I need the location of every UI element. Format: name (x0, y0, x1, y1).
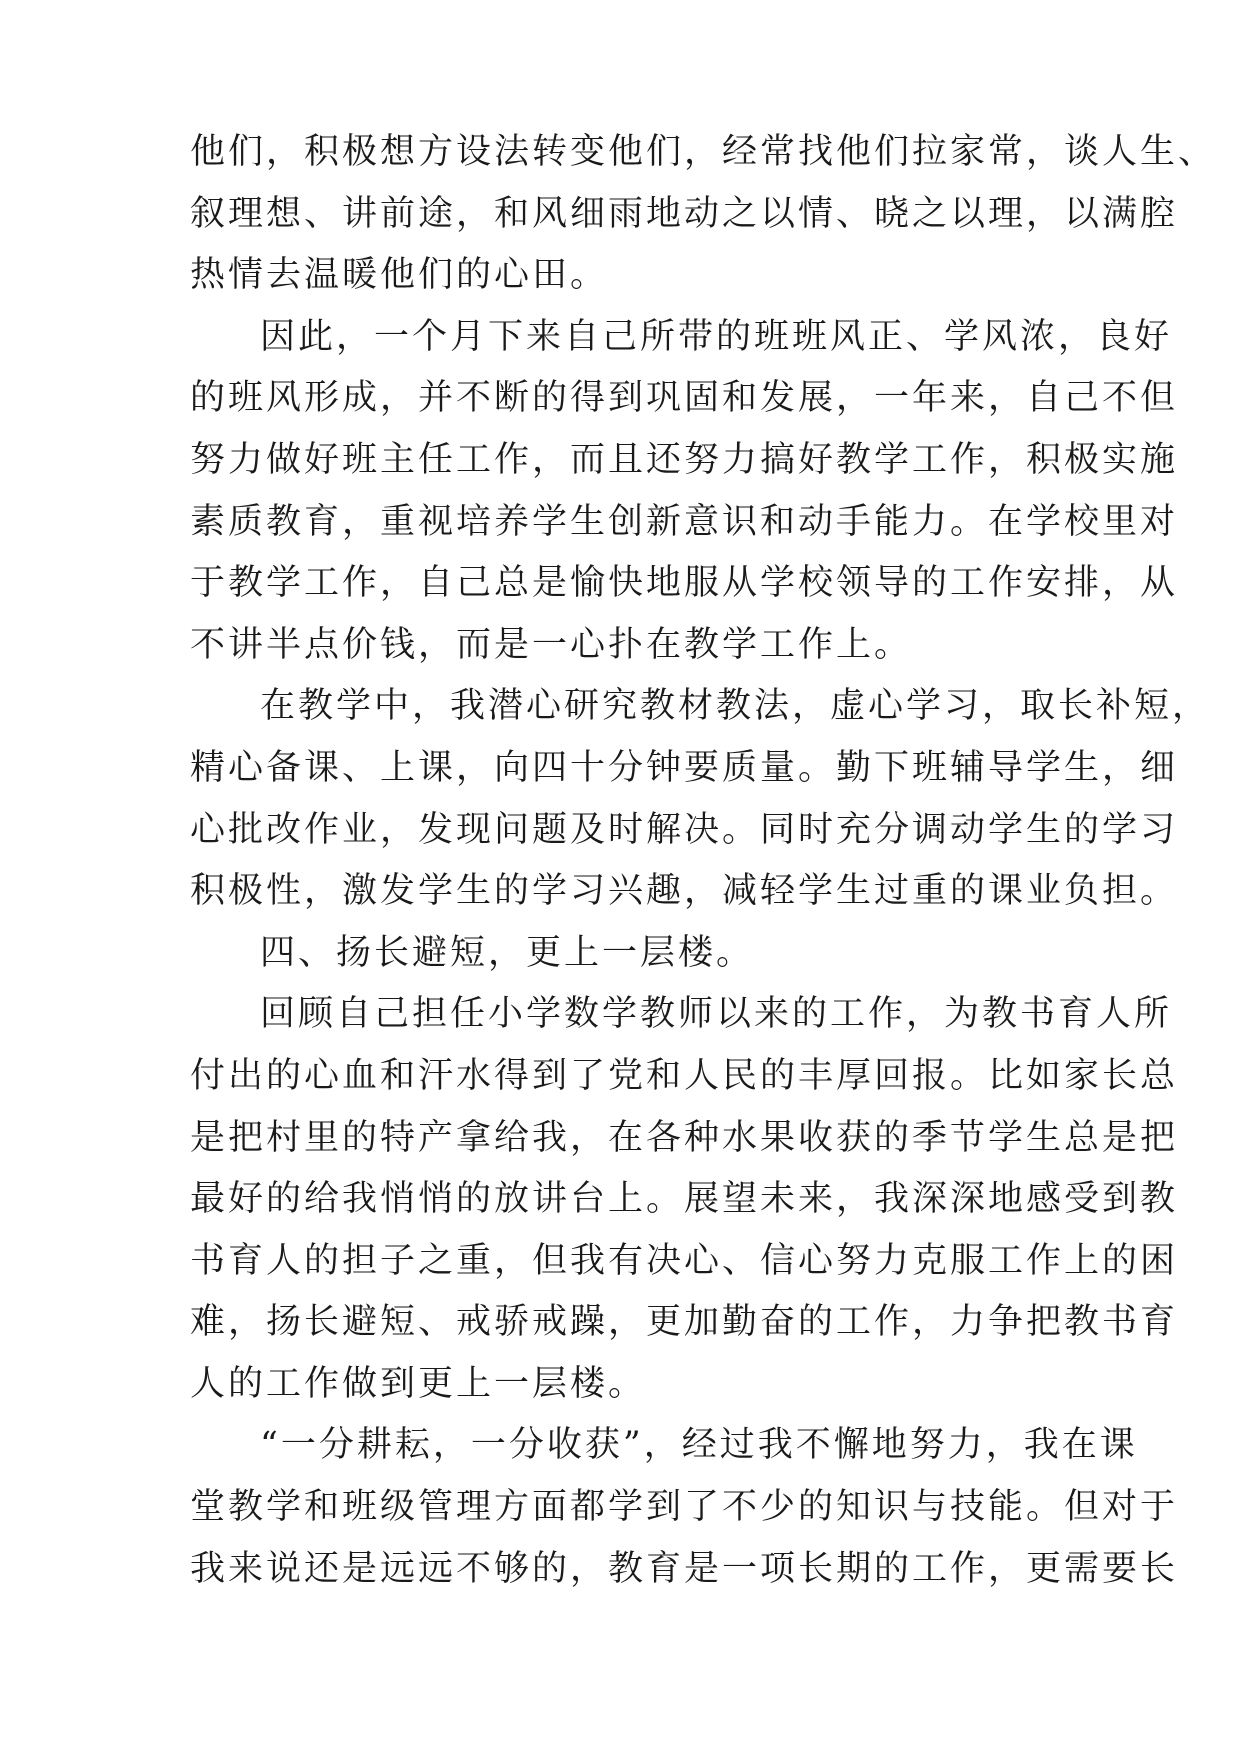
text-line: 他们，积极想方设法转变他们，经常找他们拉家常，谈人生、 (190, 132, 1217, 172)
text-line: 人的工作做到更上一层楼。 (190, 1363, 647, 1404)
text-line: 难，扬长避短、戒骄戒躁，更加勤奋的工作，力争把教书育 (190, 1302, 1179, 1343)
text-line: 积极性，激发学生的学习兴趣，减轻学生过重的课业负担。 (190, 871, 1179, 912)
text-line: 素质教育，重视培养学生创新意识和动手能力。在学校里对 (190, 501, 1179, 542)
text-line: 热情去温暖他们的心田。 (190, 255, 609, 296)
text-line: 于教学工作，自己总是愉快地服从学校领导的工作安排，从 (190, 563, 1179, 604)
text-line: 是把村里的特产拿给我，在各种水果收获的季节学生总是把 (190, 1117, 1179, 1158)
section-heading: 四、扬长避短，更上一层楼。 (260, 932, 755, 973)
paragraph-start-line: “一分耕耘，一分收获”，经过我不懈地努力，我在课 (260, 1425, 1138, 1466)
text-line: 不讲半点价钱，而是一心扑在教学工作上。 (190, 624, 913, 665)
text-line: 最好的给我悄悄的放讲台上。展望未来，我深深地感受到教 (190, 1179, 1179, 1220)
body-text (190, 122, 1217, 1600)
paragraph-start-line: 在教学中，我潜心研究教材教法，虚心学习，取长补短， (260, 686, 1211, 727)
text-line: 努力做好班主任工作，而且还努力搞好教学工作，积极实施 (190, 439, 1179, 480)
text-line: 的班风形成，并不断的得到巩固和发展，一年来，自己不但 (190, 378, 1179, 419)
paragraph-start-line: 因此，一个月下来自己所带的班班风正、学风浓，良好 (260, 316, 1173, 357)
text-line: 付出的心血和汗水得到了党和人民的丰厚回报。比如家长总 (190, 1055, 1179, 1096)
text-line: 叙理想、讲前途，和风细雨地动之以情、晓之以理，以满腔 (190, 193, 1179, 234)
paragraph-start-line: 回顾自己担任小学数学教师以来的工作，为教书育人所 (260, 994, 1173, 1035)
text-line: 书育人的担子之重，但我有决心、信心努力克服工作上的困 (190, 1240, 1179, 1281)
text-line: 我来说还是远远不够的，教育是一项长期的工作，更需要长 (190, 1548, 1179, 1589)
text-line: 堂教学和班级管理方面都学到了不少的知识与技能。但对于 (190, 1487, 1179, 1528)
text-line: 心批改作业，发现问题及时解决。同时充分调动学生的学习 (190, 809, 1179, 850)
text-line: 精心备课、上课，向四十分钟要质量。勤下班辅导学生，细 (190, 747, 1179, 788)
